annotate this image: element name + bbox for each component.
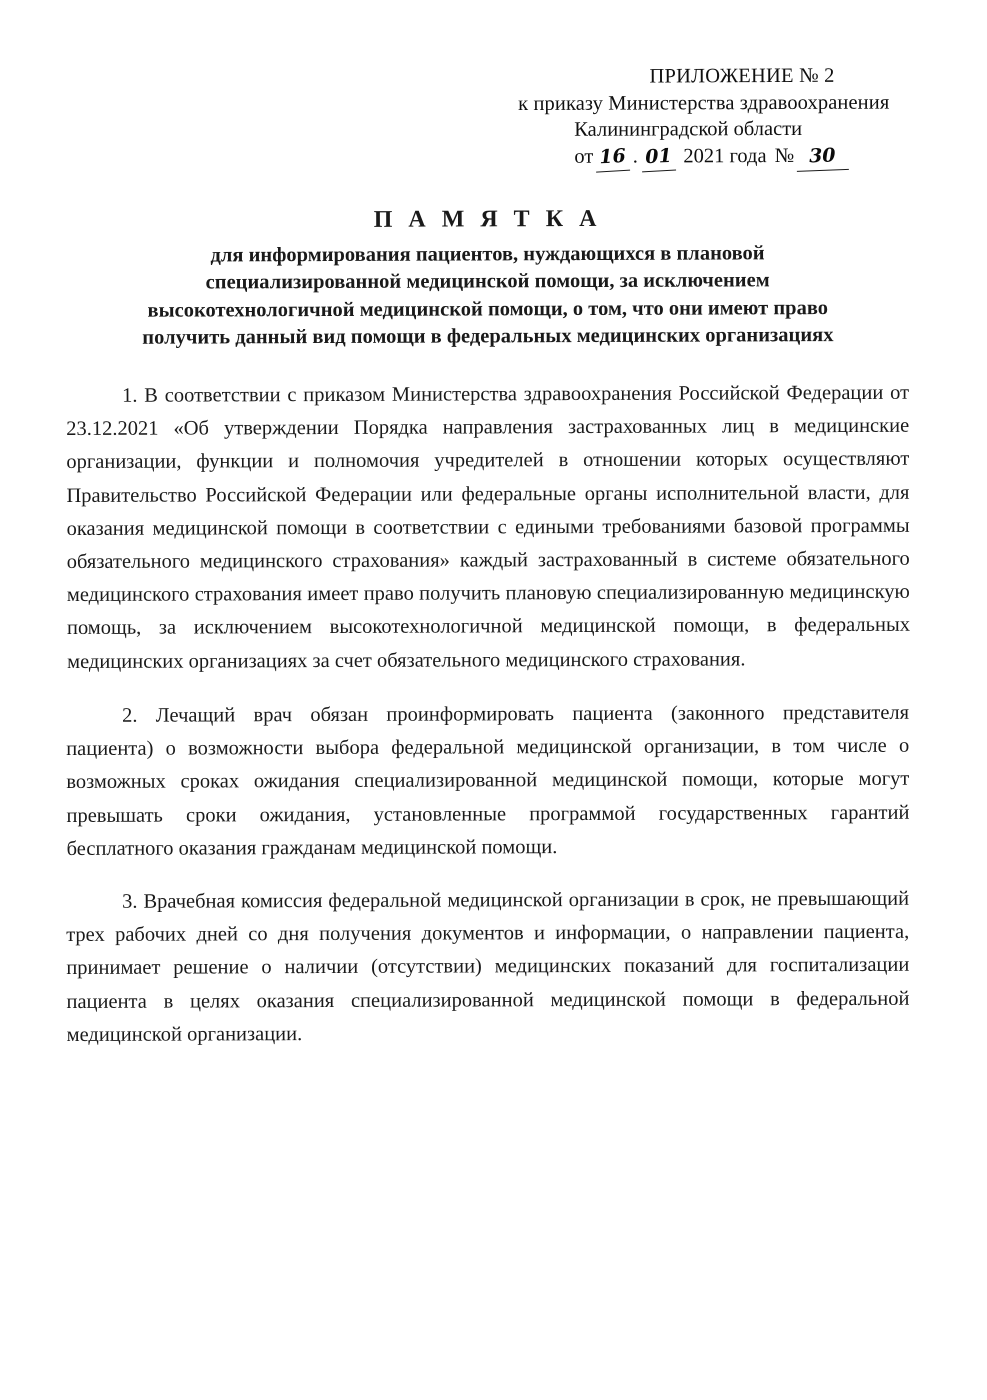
order-date-row (518, 142, 948, 171)
paragraph-2: 2. Лечащий врач обязан проинформировать пациента (законного представителя пациента) о возможности выбора федеральной медицинской организации, в том числе о возможных сроках ожидания специализированной медицинской помощи, которые могут превышать сроки ожидания, установленные программой государственных гарантий бесплатного оказания гражданам медицинской помощи. (66, 701, 910, 860)
date-prefix: от (574, 145, 594, 168)
date-year: 2021 года (683, 144, 767, 168)
page-title: П А М Я Т К А (373, 205, 602, 233)
paragraph-3: 3. Врачебная комиссия федеральной медицинской организации в срок, не превышающий трех рабочих дней со дня получения документов и информации, о направлении пациента, принимает решение о наличии (отсутствии) медицинских показаний для госпитализации пациента в целях оказания специализированной медицинской помощи в федеральной медицинской организации. (66, 888, 910, 1047)
date-day-handwritten: 16 (595, 144, 631, 173)
document-subtitle (66, 239, 909, 352)
date-month-handwritten: 01 (640, 143, 676, 172)
document-header (518, 62, 948, 171)
subtitle-line-1: для информирования пациентов, нуждающихся в плановой (210, 241, 765, 267)
appendix-number: ПРИЛОЖЕНИЕ № 2 (649, 64, 835, 88)
date-separator: . (632, 145, 638, 168)
paragraph-1: 1. В соответствии с приказом Министерства здравоохранения Российской Федерации от 23.12.2021 «Об утверждении Порядка направления застрахованных лиц в медицинские организации, функции и полномочия учредителей в отношении которых осуществляют Правительство Российской Федерации или федеральные органы исполнительной власти, для оказания медицинской помощи в соответствии с едиными требованиями базовой программы обязательного медицинского страхования» каждый застрахованный в системе обязательного медицинского страхования имеет право получить плановую специализированную медицинскую помощь, за исключением высокотехнологичной медицинской помощи, в федеральных медицинских организациях за счет обязательного медицинского страхования. (66, 382, 910, 674)
issuing-authority-line-2: Калининградской области (574, 118, 803, 142)
order-number-label: № (774, 144, 795, 167)
order-number-handwritten: 30 (796, 143, 849, 172)
subtitle-line-3: высокотехнологичной медицинской помощи, о том, что они имеют право (147, 296, 829, 322)
issuing-authority-line-1: к приказу Министерства здравоохранения (518, 91, 890, 115)
subtitle-line-2: специализированной медицинской помощи, за исключением (205, 269, 770, 294)
subtitle-line-4: получить данный вид помощи в федеральных медицинских организациях (142, 324, 834, 349)
